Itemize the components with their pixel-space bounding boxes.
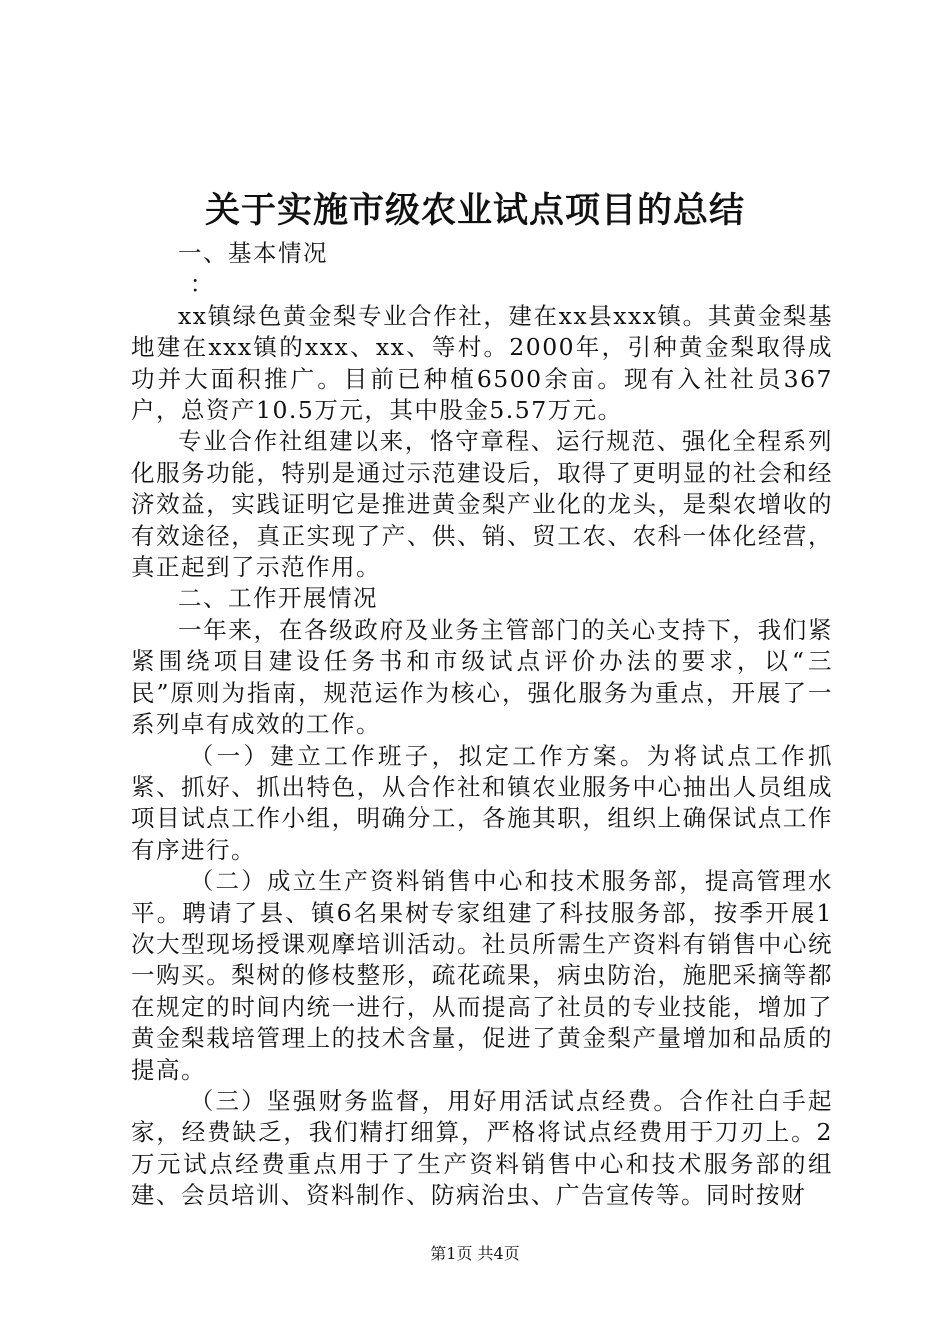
page-footer: 第1页 共4页 bbox=[430, 1244, 520, 1263]
paragraph-item-3: （三）坚强财务监督，用好用活试点经费。合作社白手起家，经费缺乏，我们精打细算，严格将试点经费用于刀刃上。2万元试点经费重点用于了生产资料销售中心和技术服务部的组建、会员培训、资料制作、防病治虫、广告宣传等。同时按财 bbox=[131, 1086, 833, 1210]
document-title: 关于实施市级农业试点项目的总结 bbox=[204, 190, 745, 231]
section-heading-basic: 一、基本情况 bbox=[178, 239, 328, 267]
paragraph-item-2: （二）成立生产资料销售中心和技术服务部，提高管理水平。聘请了县、镇6名果树专家组建了科技服务部，按季开展1次大型现场授课观摩培训活动。社员所需生产资料有销售中心统一购买。梨树的修枝整形，疏花疏果，病虫防治，施肥采摘等都在规定的时间内统一进行，从而提高了社员的专业技能，增加了黄金梨栽培管理上的技术含量，促进了黄金梨产量增加和品质的提高。 bbox=[131, 867, 833, 1084]
paragraph-year-summary: 一年来，在各级政府及业务主管部门的关心支持下，我们紧紧围绕项目建设任务书和市级试点评价办法的要求，以“三民”原则为指南，规范运作为核心，强化服务为重点，开展了一系列卓有成效的工作。 bbox=[131, 615, 833, 739]
section-heading-work: 二、工作开展情况 bbox=[178, 584, 378, 613]
document-body bbox=[131, 238, 833, 1212]
paragraph-intro: xx镇绿色黄金梨专业合作社，建在xx县xxx镇。其黄金梨基地建在xxx镇的xxx、xx、等村。2000年，引种黄金梨取得成功并大面积推广。目前已种植6500余亩。现有入社社员367户，总资产10.5万元，其中股金5.57万元。 bbox=[131, 301, 833, 425]
paragraph-cooperative: 专业合作社组建以来，恪守章程、运行规范、强化全程系列化服务功能，特别是通过示范建设后，取得了更明显的社会和经济效益，实践证明它是推进黄金梨产业化的龙头，是梨农增收的有效途径，真正实现了产、供、销、贸工农、农科一体化经营，真正起到了示范作用。 bbox=[131, 427, 833, 582]
paragraph-item-1: （一）建立工作班子，拟定工作方案。为将试点工作抓紧、抓好、抓出特色，从合作社和镇农业服务中心抽出人员组成项目试点工作小组，明确分工，各施其职，组织上确保试点工作有序进行。 bbox=[131, 741, 833, 864]
colon-line: ： bbox=[189, 270, 215, 299]
